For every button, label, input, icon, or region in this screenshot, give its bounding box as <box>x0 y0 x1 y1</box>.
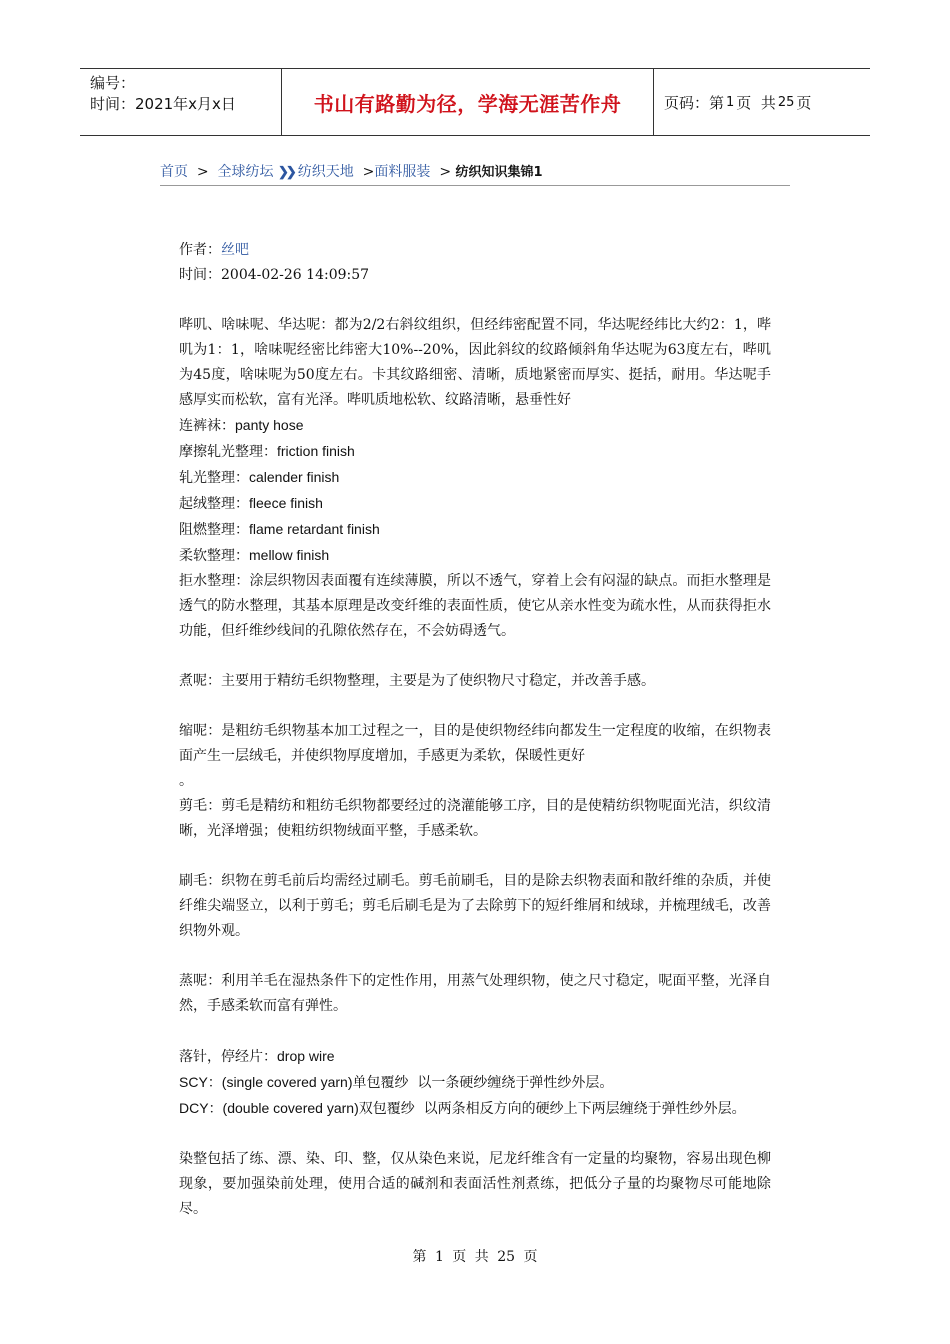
term-row: 落针，停经片：drop wire <box>179 1048 335 1065</box>
term-row: 柔软整理：mellow finish <box>179 547 330 564</box>
breadcrumb-subsection-link[interactable]: 面料服装 <box>374 164 431 180</box>
term-row: 连裤袜：panty hose <box>179 417 304 434</box>
header-page-info <box>654 69 870 135</box>
term-row-scy: SCY：(single covered yarn)单包覆纱 以一条硬纱缠绕于弹性纱外层。 <box>179 1074 614 1091</box>
breadcrumb-separator: > <box>353 164 375 180</box>
term-row-dcy: DCY：(double covered yarn)双包覆纱 以两条相反方向的硬纱上下两层缠绕于弹性纱外层。 <box>179 1100 746 1117</box>
page-total: 25 <box>777 94 795 110</box>
paragraph-dyeing: 染整包括了练、漂、染、印、整，仅从染色来说，尼龙纤维含有一定量的均聚物，容易出现色柳现象，要加强染前处理，使用合适的碱剂和表面活性剂煮练，把低分子量的均聚物尽可能地除尽。 <box>179 1151 771 1217</box>
breadcrumb-section-link[interactable]: 纺织天地 <box>297 164 354 180</box>
motto: 书山有路勤为径，学海无涯苦作舟 <box>313 91 622 116</box>
term-row: 阻燃整理：flame retardant finish <box>179 521 380 538</box>
page-mid: 页 共 <box>736 93 776 112</box>
page-prefix: 页码：第 <box>664 93 725 112</box>
header-motto-cell <box>282 69 654 135</box>
term-row: 轧光整理：calender finish <box>179 469 340 486</box>
breadcrumb-home-link[interactable]: 首页 <box>160 164 188 180</box>
header-meta <box>80 69 282 135</box>
double-chevron-right-icon: ❯❯ <box>277 165 294 180</box>
term-row: 摩擦轧光整理：friction finish <box>179 443 355 460</box>
author-link[interactable]: 丝吧 <box>221 242 249 258</box>
code-label: 编号： <box>90 74 136 92</box>
breadcrumb-forum-link[interactable]: 全球纺坛 <box>217 164 274 180</box>
paragraph-decating: 蒸呢：利用羊毛在湿热条件下的定性作用，用蒸气处理织物，使之尺寸稳定，呢面平整，光泽自然，手感柔软而富有弹性。 <box>179 973 771 1014</box>
breadcrumb-current: 纺织知识集锦1 <box>455 165 543 180</box>
article-body <box>179 238 771 1222</box>
paragraph-fulling-end: 。 <box>179 773 193 789</box>
page-footer: 第 1 页 共 25 页 <box>412 1249 538 1265</box>
paragraph-twill: 哔叽、啥味呢、华达呢：都为2/2右斜纹组织，但经纬密配置不同，华达呢经纬比大约2：1，哔叽为1：1，啥味呢经密比纬密大10%--20%，因此斜纹的纹路倾斜角华达呢为63度左右，哔叽为45度，啥味呢为50度左右。卡其纹路细密、清晰，质地紧密而厚实、挺括，耐用。华达呢手感厚实而松软，富有光泽。哔叽质地松软、纹路清晰，悬垂性好 <box>179 317 771 408</box>
paragraph-crabbing: 煮呢：主要用于精纺毛织物整理，主要是为了使织物尺寸稳定，并改善手感。 <box>179 673 655 689</box>
document-header <box>80 68 870 136</box>
paragraph-shearing: 剪毛：剪毛是精纺和粗纺毛织物都要经过的浇灌能够工序，目的是使精纺织物呢面光洁，织纹清晰，光泽增强；使粗纺织物绒面平整，手感柔软。 <box>179 798 771 839</box>
page-suffix: 页 <box>796 93 812 112</box>
paragraph-water-repellent: 拒水整理：涂层织物因表面覆有连续薄膜，所以不透气，穿着上会有闷湿的缺点。而拒水整理是透气的防水整理，其基本原理是改变纤维的表面性质，使它从亲水性变为疏水性，从而获得拒水功能，但纤维纱线间的孔隙依然存在，不会妨碍透气。 <box>179 573 771 639</box>
post-time: 时间：2004-02-26 14:09:57 <box>179 267 370 283</box>
paragraph-brushing: 刷毛：织物在剪毛前后均需经过刷毛。剪毛前刷毛，目的是除去织物表面和散纤维的杂质，并使纤维尖端竖立，以利于剪毛；剪毛后刷毛是为了去除剪下的短纤维屑和绒球，并梳理绒毛，改善织物外观。 <box>179 873 771 939</box>
breadcrumb-separator: > <box>188 164 218 180</box>
post-author: 作者：丝吧 <box>179 242 249 258</box>
term-row: 起绒整理：fleece finish <box>179 495 323 512</box>
paragraph-fulling: 缩呢：是粗纺毛织物基本加工过程之一，目的是使织物经纬向都发生一定程度的收缩，在织物表面产生一层绒毛，并使织物厚度增加，手感更为柔软，保暖性更好 <box>179 723 771 764</box>
time-label: 时间：2021年x月x日 <box>90 95 236 113</box>
breadcrumb <box>160 160 790 186</box>
page-number: 1 <box>726 94 735 110</box>
breadcrumb-separator: > <box>430 164 452 180</box>
